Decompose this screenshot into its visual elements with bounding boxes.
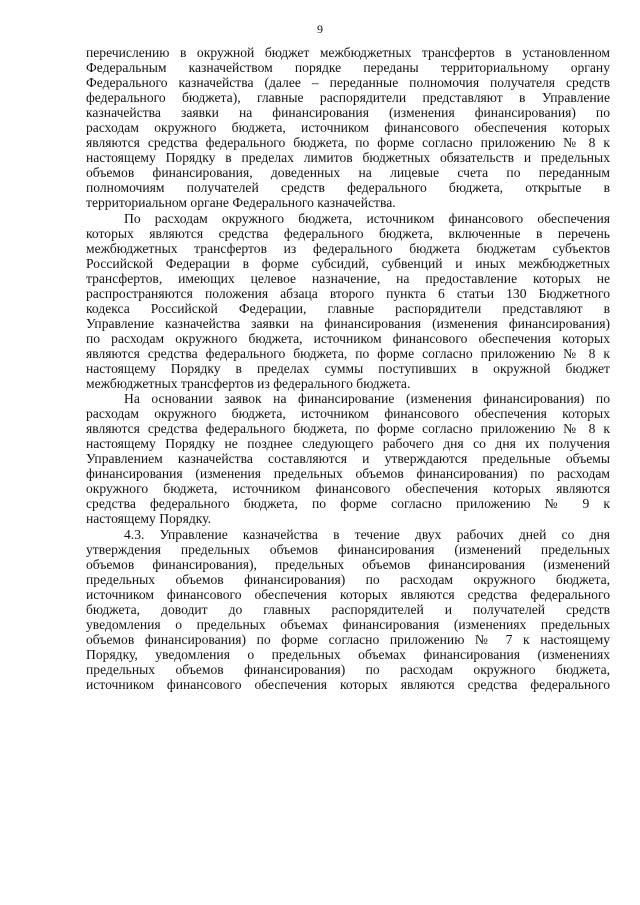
text-line: которых являются средства федерального бюджета, включенные в перечень	[86, 225, 610, 241]
text-line: По расходам окружного бюджета, источником финансового обеспечения	[124, 210, 610, 226]
text-line: являются средства федерального бюджета, по форме согласно приложению № 8 к	[86, 421, 610, 437]
text-line: Федерального казначейства (далее – переданные полномочия получателя средств	[86, 75, 610, 91]
text-line: Управление казначейства заявки на финансирования (изменения финансирования)	[86, 315, 610, 331]
text-line: распространяются положения абзаца второго пункта 6 статьи 130 Бюджетного	[86, 285, 610, 301]
text-line: Управлением казначейства составляются и утверждаются предельные объемы	[86, 451, 610, 467]
text-line: являются средства федерального бюджета, по форме согласно приложению № 8 к	[86, 135, 610, 151]
paragraph	[86, 527, 610, 693]
page-number: 9	[317, 22, 323, 36]
text-line: объемов финансирования, доведенных на лицевые счета по переданным	[86, 165, 610, 181]
text-line: Федеральным казначейством порядке переданы территориальному органу	[86, 60, 610, 76]
paragraph	[86, 211, 610, 392]
paragraph	[86, 391, 610, 526]
text-line: перечислению в окружной бюджет межбюджетных трансфертов в установленном	[86, 45, 610, 60]
document-body	[86, 45, 610, 692]
text-line: уведомления о предельных объемах финансирования (изменениях предельных	[86, 616, 610, 632]
text-line: окружного бюджета, источником финансового обеспечения которых являются	[86, 481, 610, 497]
text-line: объемов финансирования), предельных объемов финансирования (изменений	[86, 556, 610, 572]
text-line: межбюджетных трансфертов из федерального бюджета.	[86, 376, 411, 392]
text-line: источником финансового обеспечения которых являются средства федерального	[86, 676, 610, 692]
text-line: средства федерального бюджета, по форме согласно приложению № 9 к	[86, 496, 610, 512]
text-line: настоящему Порядку в пределах суммы поступивших в окружной бюджет	[86, 360, 610, 376]
text-line: расходам окружного бюджета, источником финансового обеспечения которых	[86, 120, 610, 136]
text-line: федерального бюджета), главные распорядители представляют в Управление	[86, 90, 610, 106]
text-line: настоящему Порядку в пределах лимитов бюджетных обязательств и предельных	[86, 150, 610, 166]
text-line: бюджета, доводит до главных распорядителей и получателей средств	[86, 601, 610, 617]
text-line: источником финансового обеспечения которых являются средства федерального	[86, 586, 610, 602]
text-line: Российской Федерации в форме субсидий, субвенций и иных межбюджетных	[86, 255, 610, 271]
text-line: настоящему Порядку.	[86, 511, 212, 527]
text-line: Порядку, уведомления о предельных объемах финансирования (изменениях	[86, 646, 610, 662]
text-line: трансфертов, имеющих целевое назначение, на предоставление которых не	[86, 270, 610, 286]
text-line: 4.3. Управление казначейства в течение двух рабочих дней со дня	[124, 526, 610, 542]
text-line: На основании заявок на финансирование (изменения финансирования) по	[124, 391, 610, 407]
text-line: по расходам окружного бюджета, источником финансового обеспечения которых	[86, 330, 610, 346]
text-line: настоящему Порядку не позднее следующего рабочего дня со дня их получения	[86, 436, 610, 452]
text-line: казначейства заявки на финансирования (изменения финансирования) по	[86, 105, 610, 121]
text-line: являются средства федерального бюджета, по форме согласно приложению № 8 к	[86, 345, 610, 361]
text-line: объемов финансирования) по форме согласно приложению № 7 к настоящему	[86, 631, 610, 647]
text-line: утверждения предельных объемов финансирования (изменений предельных	[86, 541, 610, 557]
text-line: предельных объемов финансирования) по расходам окружного бюджета,	[86, 661, 610, 677]
text-line: кодекса Российской Федерации, главные распорядители представляют в	[86, 300, 610, 316]
text-line: расходам окружного бюджета, источником финансового обеспечения которых	[86, 406, 610, 422]
paragraph	[86, 45, 610, 211]
text-line: территориальном органе Федерального казначейства.	[86, 195, 396, 211]
text-line: финансирования (изменения предельных объемов финансирования) по расходам	[86, 466, 610, 482]
text-line: полномочиям получателей средств федерального бюджета, открытые в	[86, 180, 610, 196]
text-line: межбюджетных трансфертов из федерального бюджета бюджетам субъектов	[86, 240, 610, 256]
text-line: предельных объемов финансирования) по расходам окружного бюджета,	[86, 571, 610, 587]
